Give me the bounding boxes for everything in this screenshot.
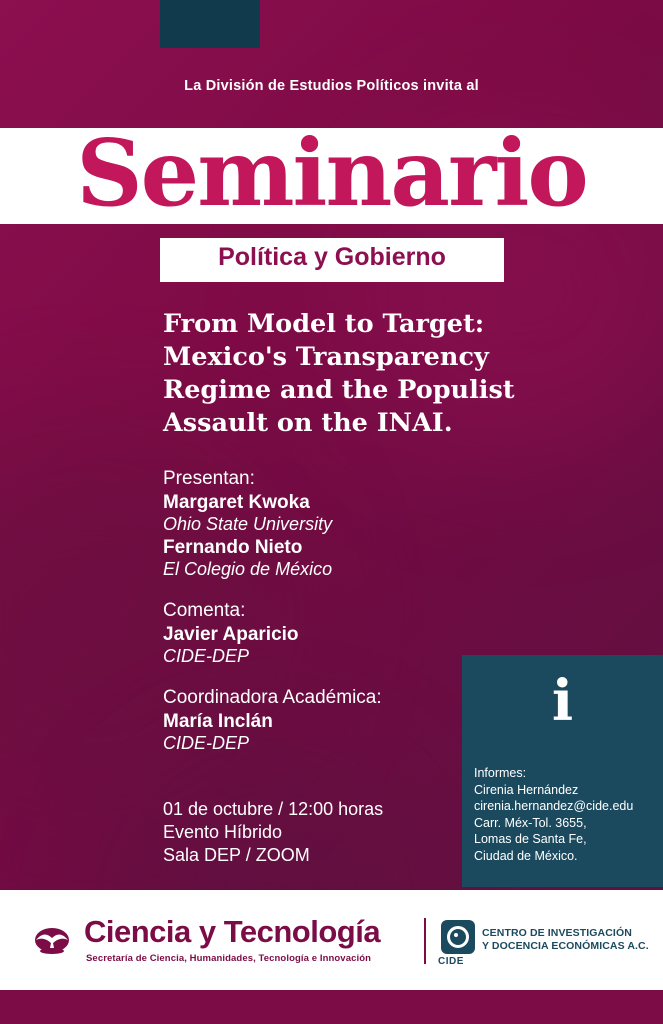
info-contact-name: Cirenia Hernández (474, 782, 579, 797)
invitation-line: La División de Estudios Políticos invita al (184, 78, 479, 94)
cide-acronym: CIDE (438, 956, 464, 967)
talk-title: From Model to Target: Mexico's Transparency Regime and the Populist Assault on the INAI. (163, 309, 515, 438)
info-address-line-2: Lomas de Santa Fe, (474, 832, 587, 846)
discussant-name: Javier Aparicio (163, 624, 299, 645)
presenters-label: Presentan: (163, 468, 255, 489)
decorative-navy-square (160, 0, 260, 48)
presenter-1-name: Margaret Kwoka (163, 492, 310, 513)
seminar-subtitle: Política y Gobierno (218, 243, 446, 271)
cide-full-name (482, 927, 649, 953)
footer-divider (424, 918, 426, 964)
info-email[interactable]: cirenia.hernandez@cide.edu (474, 799, 634, 813)
cide-logo-icon (441, 920, 475, 954)
coordinator-affiliation: CIDE-DEP (163, 733, 250, 753)
gov-brand-title: Ciencia y Tecnología (84, 914, 381, 949)
event-datetime: 01 de octubre / 12:00 horas (163, 799, 384, 819)
cide-name-line-1: CENTRO DE INVESTIGACIÓN (482, 927, 632, 939)
info-heading: Informes: (474, 766, 527, 780)
discussant-affiliation: CIDE-DEP (163, 646, 250, 666)
cide-name-line-2: Y DOCENCIA ECONÓMICAS A.C. (482, 940, 649, 952)
info-icon: i (551, 668, 574, 734)
coordinator-name: María Inclán (163, 711, 273, 732)
gov-brand-subtitle: Secretaría de Ciencia, Humanidades, Tecnología e Innovación (86, 953, 372, 964)
discussant-label: Comenta: (163, 600, 246, 621)
cide-glyph (447, 926, 469, 948)
spacer (163, 582, 583, 600)
presenter-2-affiliation: El Colegio de México (163, 559, 333, 579)
info-panel (462, 747, 663, 887)
event-venue: Sala DEP / ZOOM (163, 845, 310, 865)
info-address-line-3: Ciudad de México. (474, 848, 578, 863)
presenter-1-affiliation: Ohio State University (163, 514, 333, 534)
presenter-2-name: Fernando Nieto (163, 537, 303, 558)
mexican-eagle-icon (30, 918, 74, 962)
info-address-line-1: Carr. Méx-Tol. 3655, (474, 815, 587, 830)
coordinator-label: Coordinadora Académica: (163, 687, 382, 708)
seminar-wordmark: Seminario (76, 119, 587, 227)
event-modality: Evento Híbrido (163, 822, 283, 842)
bottom-strip (0, 990, 663, 1024)
